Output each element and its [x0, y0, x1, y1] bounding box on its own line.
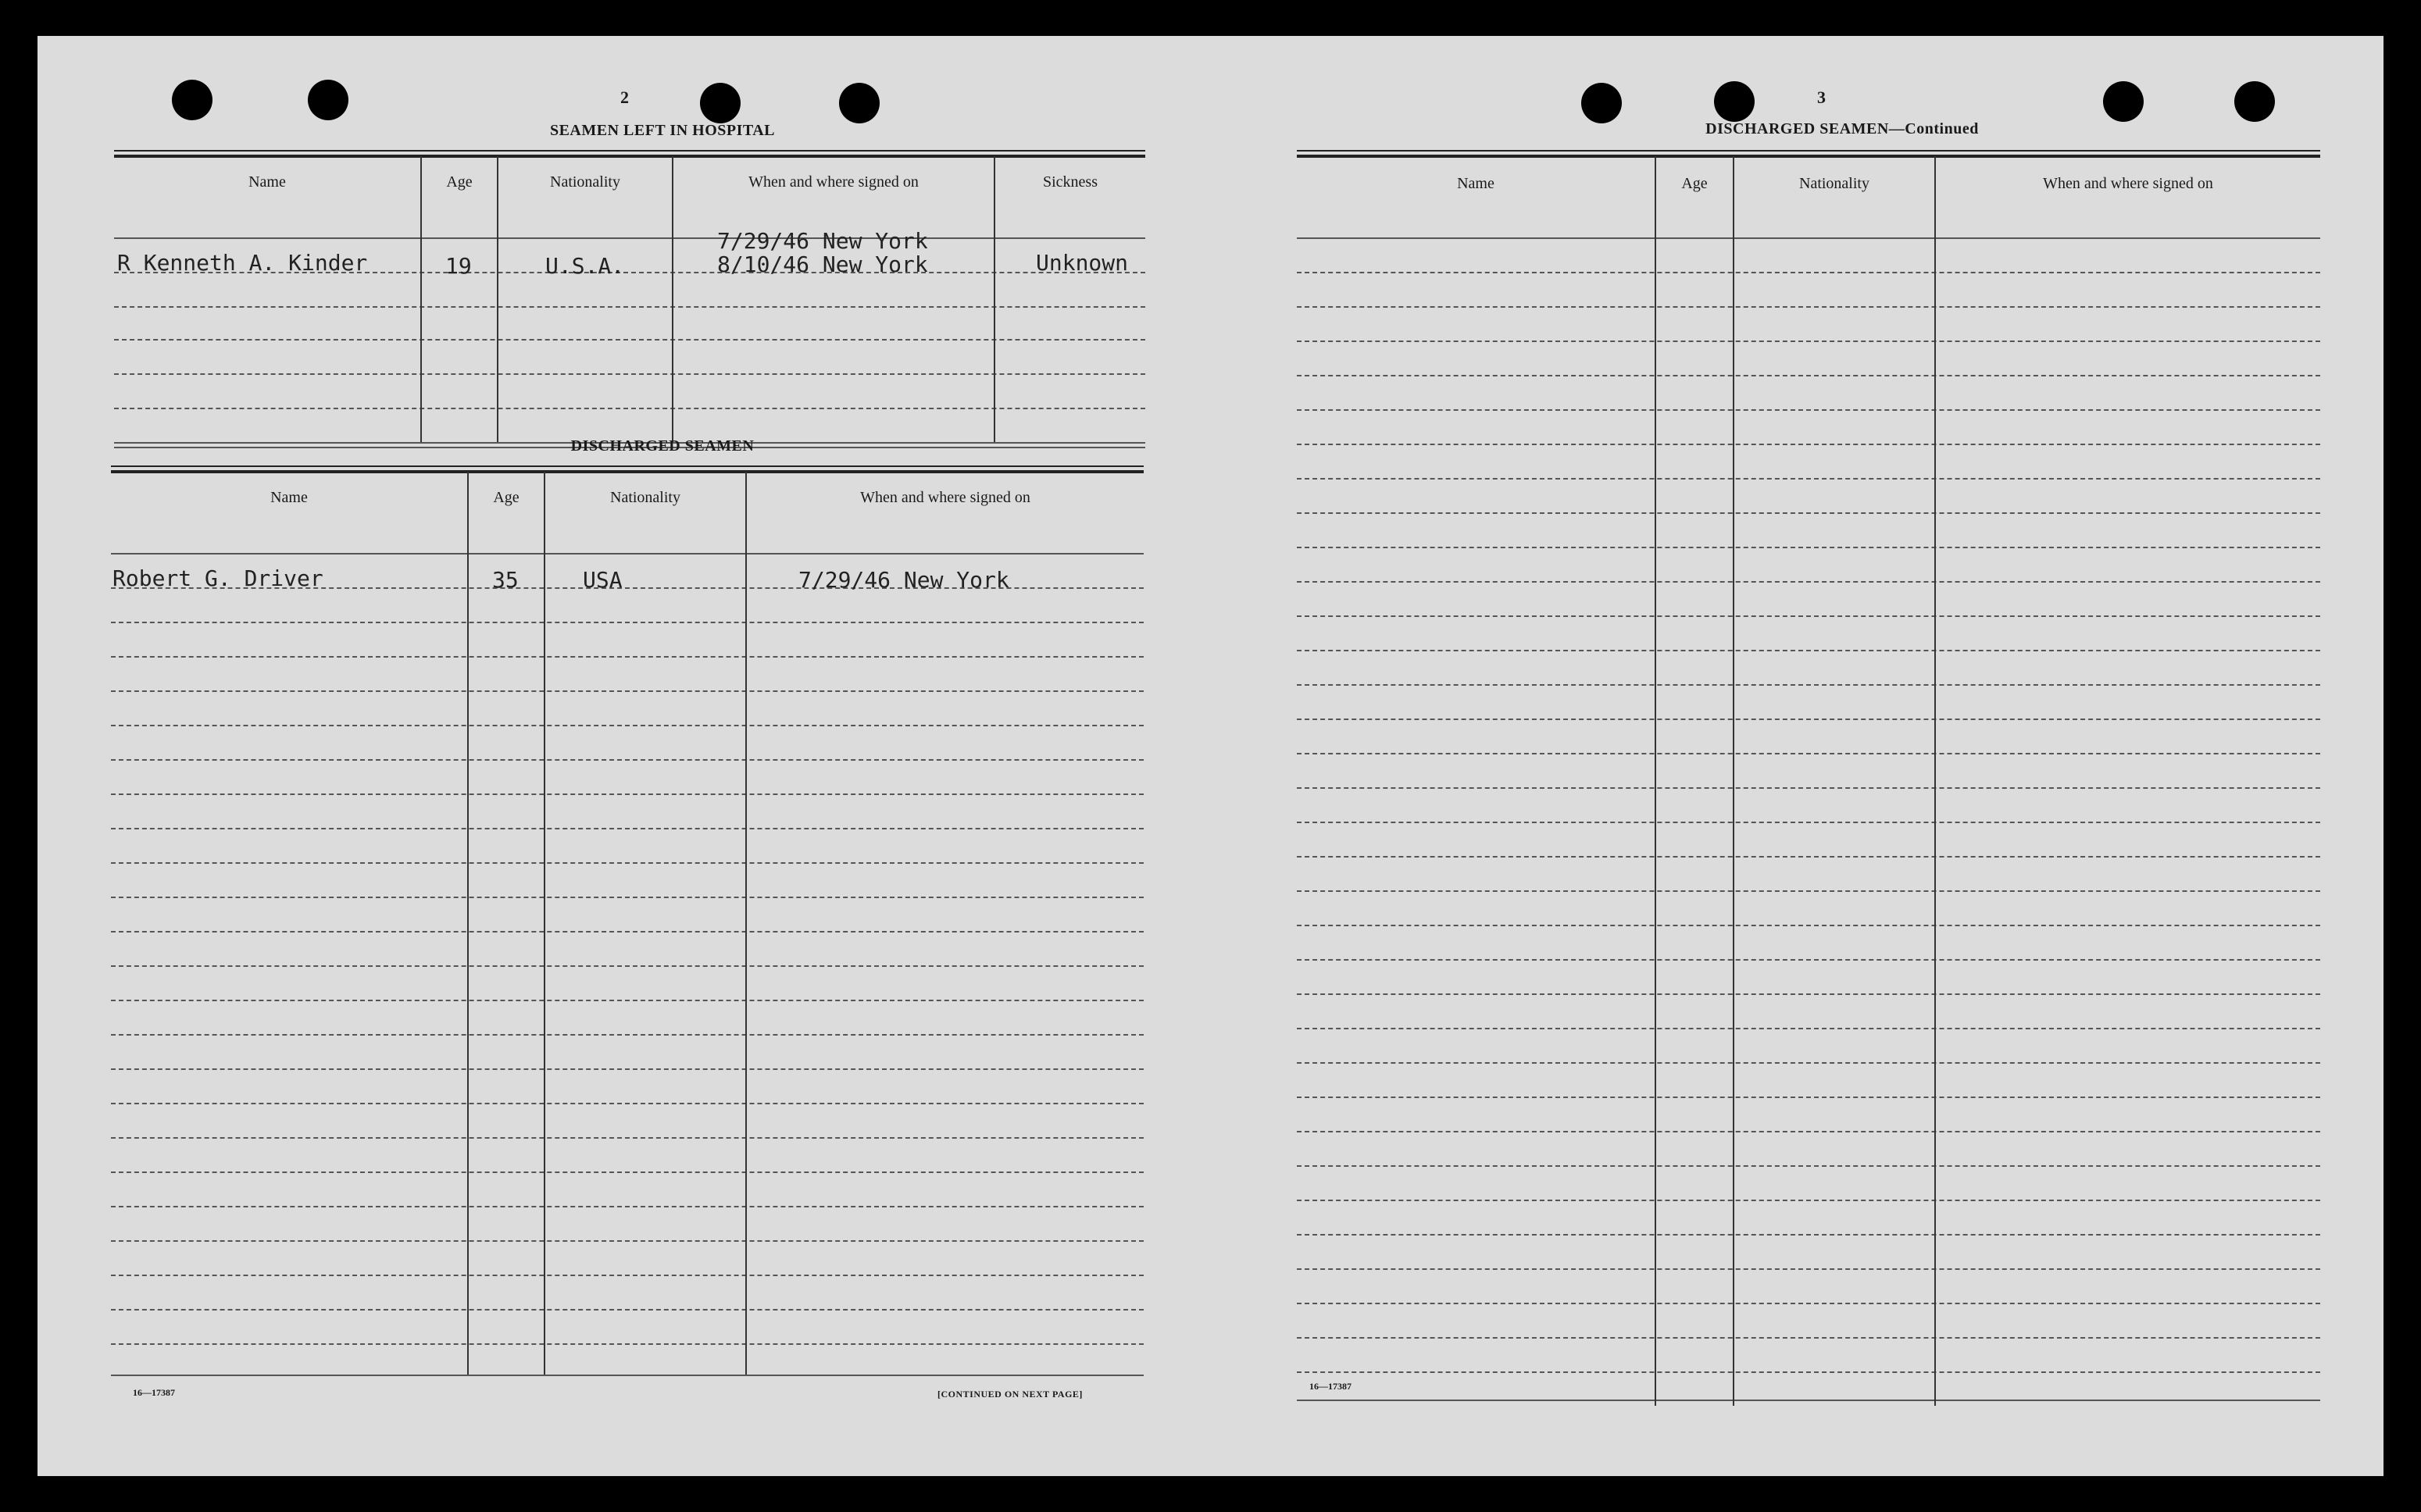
discharged-row-nationality: USA: [583, 567, 623, 593]
punch-hole: [2234, 81, 2275, 122]
hospital-header-age: Age: [446, 173, 473, 191]
punch-hole: [1581, 83, 1622, 123]
discharged-row-signed-on: 7/29/46 New York: [798, 567, 1009, 593]
hospital-header-sickness: Sickness: [1043, 173, 1098, 191]
left-form-number: 16—17387: [133, 1387, 175, 1398]
right-header-nationality: Nationality: [1799, 175, 1869, 192]
hospital-row-age: 19: [445, 253, 472, 279]
right-form-number: 16—17387: [1309, 1381, 1352, 1392]
right-header-age: Age: [1681, 175, 1708, 192]
right-page-number: 3: [1817, 87, 1826, 107]
discharged-row-age: 35: [492, 567, 519, 593]
left-page-number: 2: [620, 87, 629, 107]
continued-note: [CONTINUED ON NEXT PAGE]: [937, 1389, 1083, 1400]
hospital-row-signed-on-2: 8/10/46 New York: [717, 251, 928, 277]
right-section-title: DISCHARGED SEAMEN—Continued: [1705, 120, 1979, 137]
punch-hole: [172, 80, 212, 120]
punch-hole: [308, 80, 348, 120]
punch-hole: [1714, 81, 1755, 122]
discharged-section-title: DISCHARGED SEAMEN: [570, 437, 755, 455]
discharged-header-age: Age: [493, 489, 520, 506]
right-header-signed-on: When and where signed on: [2043, 175, 2213, 192]
document-sheet: [37, 36, 2384, 1476]
hospital-row-sickness: Unknown: [1036, 250, 1129, 276]
hospital-table: [114, 150, 1145, 451]
punch-hole: [839, 83, 880, 123]
discharged-row-name: Robert G. Driver: [112, 565, 323, 591]
hospital-header-name: Name: [248, 173, 286, 191]
right-discharged-table: [1297, 150, 2320, 1407]
hospital-row-name: R Kenneth A. Kinder: [117, 250, 368, 276]
punch-hole: [2103, 81, 2144, 122]
hospital-row-signed-on-1: 7/29/46 New York: [717, 228, 928, 254]
right-header-name: Name: [1457, 175, 1494, 192]
discharged-header-signed-on: When and where signed on: [860, 489, 1030, 506]
hospital-row-nationality: U.S.A.: [545, 253, 625, 279]
hospital-header-signed-on: When and where signed on: [748, 173, 919, 191]
discharged-header-nationality: Nationality: [610, 489, 680, 506]
discharged-header-name: Name: [270, 489, 308, 506]
hospital-section-title: SEAMEN LEFT IN HOSPITAL: [549, 122, 776, 139]
punch-hole: [700, 83, 741, 123]
hospital-header-nationality: Nationality: [550, 173, 620, 191]
discharged-table: [111, 465, 1144, 1381]
